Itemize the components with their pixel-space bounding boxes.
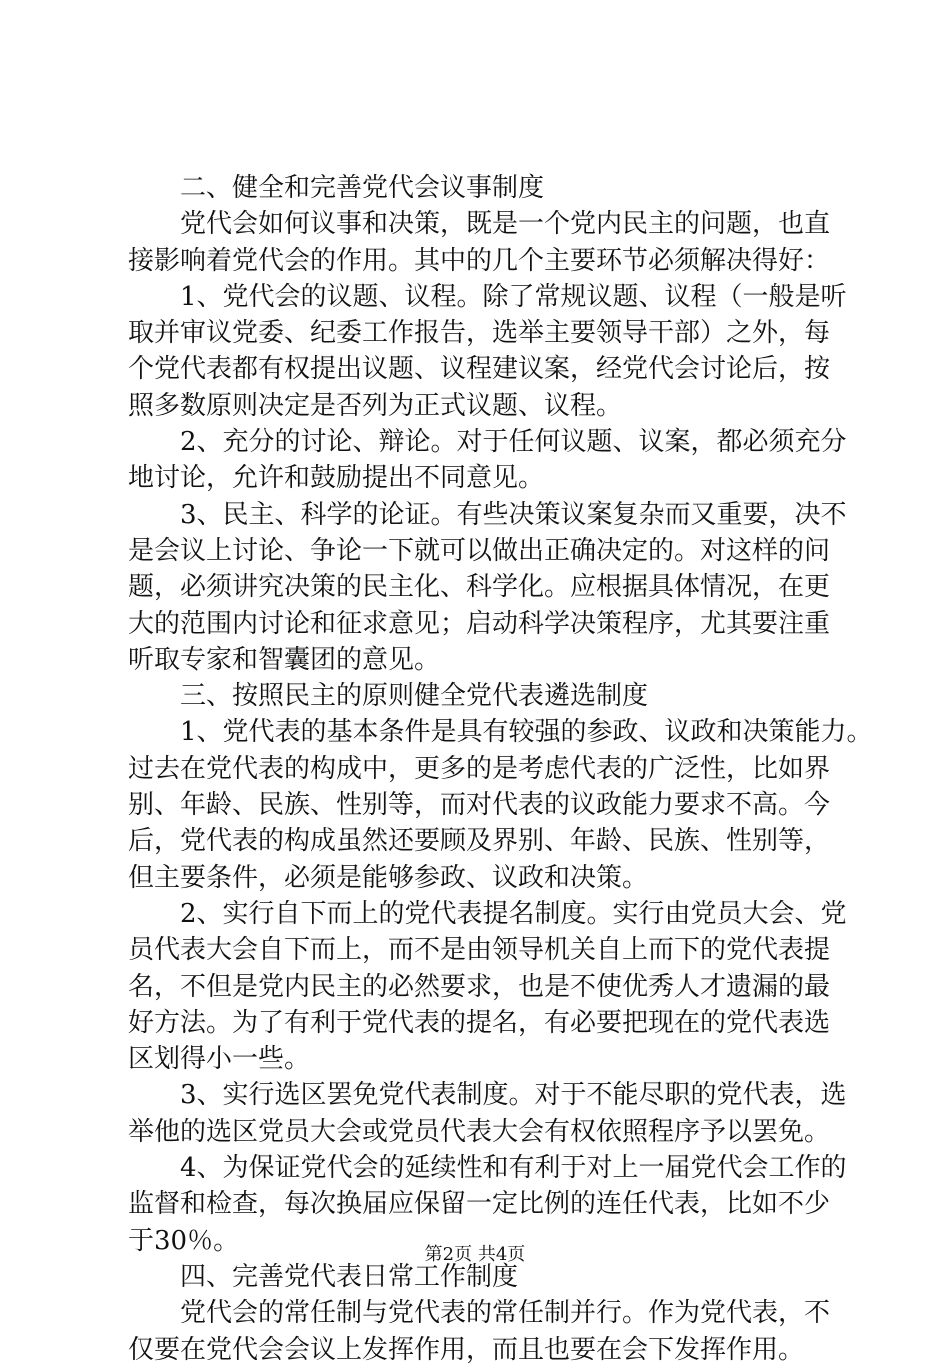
paragraph-line: 名，不但是党内民主的必然要求，也是不使优秀人才遗漏的最 xyxy=(128,971,831,1002)
paragraph-line: 但主要条件，必须是能够参政、议政和决策。 xyxy=(128,862,649,893)
paragraph-line: 1、党代表的基本条件是具有较强的参政、议政和决策能力。 xyxy=(180,717,873,748)
paragraph-line: 个党代表都有权提出议题、议程建议案，经党代会讨论后，按 xyxy=(128,354,831,385)
paragraph-line: 3、实行选区罢免党代表制度。对于不能尽职的党代表，选 xyxy=(180,1080,847,1111)
paragraph-line: 1、党代会的议题、议程。除了常规议题、议程（一般是听 xyxy=(180,281,847,312)
section-heading-2: 二、健全和完善党代会议事制度 xyxy=(180,173,545,203)
paragraph-line: 好方法。为了有利于党代表的提名，有必要把现在的党代表选 xyxy=(128,1007,831,1038)
section-heading-3: 三、按照民主的原则健全党代表遴选制度 xyxy=(180,681,649,712)
paragraph-line: 听取专家和智囊团的意见。 xyxy=(128,644,441,675)
paragraph-line: 是会议上讨论、争论一下就可以做出正确决定的。对这样的问 xyxy=(128,535,831,566)
paragraph-line: 取并审议党委、纪委工作报告，选举主要领导干部）之外，每 xyxy=(128,318,831,349)
paragraph-line: 区划得小一些。 xyxy=(128,1044,311,1075)
paragraph-line: 后，党代表的构成虽然还要顾及界别、年龄、民族、性别等， xyxy=(128,826,831,857)
paragraph-line: 过去在党代表的构成中，更多的是考虑代表的广泛性，比如界 xyxy=(128,753,831,784)
section-heading-4: 四、完善党代表日常工作制度 xyxy=(180,1261,519,1292)
paragraph-line: 党代会的常任制与党代表的常任制并行。作为党代表，不 xyxy=(180,1298,831,1329)
paragraph-line: 3、民主、科学的论证。有些决策议案复杂而又重要，决不 xyxy=(180,499,847,530)
paragraph-line: 大的范围内讨论和征求意见；启动科学决策程序，尤其要注重 xyxy=(128,608,831,639)
paragraph-line: 题，必须讲究决策的民主化、科学化。应根据具体情况，在更 xyxy=(128,572,831,603)
paragraph-line: 监督和检查，每次换届应保留一定比例的连任代表，比如不少 xyxy=(128,1189,831,1220)
document-body xyxy=(128,170,873,1368)
page-number-footer: 第2页 共4页 xyxy=(424,1244,526,1265)
paragraph-line: 别、年龄、民族、性别等，而对代表的议政能力要求不高。今 xyxy=(128,790,831,821)
paragraph-line: 4、为保证党代会的延续性和有利于对上一届党代会工作的 xyxy=(180,1153,847,1184)
paragraph-line: 举他的选区党员大会或党员代表大会有权依照程序予以罢免。 xyxy=(128,1116,831,1147)
paragraph-line: 于30％。 xyxy=(128,1225,240,1256)
paragraph-line: 接影响着党代会的作用。其中的几个主要环节必须解决得好： xyxy=(128,245,831,276)
paragraph-line: 党代会如何议事和决策，既是一个党内民主的问题，也直 xyxy=(180,209,831,240)
paragraph-line: 2、充分的讨论、辩论。对于任何议题、议案，都必须充分 xyxy=(180,427,847,458)
paragraph-line: 地讨论，允许和鼓励提出不同意见。 xyxy=(128,463,545,494)
paragraph-line: 员代表大会自下而上，而不是由领导机关自上而下的党代表提 xyxy=(128,935,831,966)
paragraph-line: 仅要在党代会会议上发挥作用，而且也要在会下发挥作用。 xyxy=(128,1334,805,1365)
paragraph-line: 照多数原则决定是否列为正式议题、议程。 xyxy=(128,390,623,421)
paragraph-line: 2、实行自下而上的党代表提名制度。实行由党员大会、党 xyxy=(180,898,847,929)
